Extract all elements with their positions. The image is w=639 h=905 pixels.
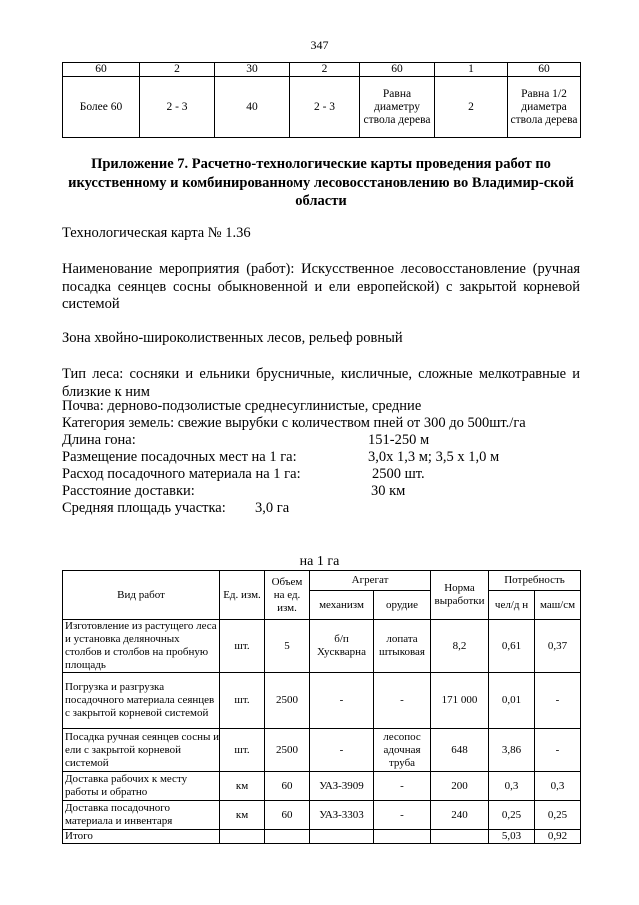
mechanism-cell: УАЗ-3909 xyxy=(310,772,374,801)
header-tool: орудие xyxy=(374,591,431,620)
header-mechanism: механизм xyxy=(310,591,374,620)
activity-name: Наименование мероприятия (работ): Искусственное лесовосстановление (ручная посадка сеянцев сосны обыкновенной и ели европейской) с закрытой корневой системой xyxy=(62,261,580,312)
volume-cell: 60 xyxy=(265,772,310,801)
volume-cell: 5 xyxy=(265,620,310,673)
man-days-cell: 0,61 xyxy=(489,620,535,673)
mechanism-cell: б/п Хускварна xyxy=(310,620,374,673)
volume-cell: 60 xyxy=(265,801,310,830)
work-cell: Доставка рабочих к месту работы и обратно xyxy=(63,772,220,801)
param-row xyxy=(62,449,582,467)
param-value: 2500 шт. xyxy=(372,466,425,482)
norm-cell: 8,2 xyxy=(431,620,489,673)
man-days-cell: 3,86 xyxy=(489,729,535,772)
tool-cell: - xyxy=(374,673,431,729)
norm-cell: 200 xyxy=(431,772,489,801)
tool-cell: - xyxy=(374,801,431,830)
param-label: Расстояние доставки: xyxy=(62,483,195,499)
param-value: 151-250 м xyxy=(368,432,430,448)
mechanism-cell: - xyxy=(310,673,374,729)
header-need: Потребность xyxy=(489,571,581,591)
table-cell: 2 xyxy=(435,77,508,138)
table-total-row xyxy=(63,830,581,844)
param-row xyxy=(62,500,582,518)
param-value: 3,0 га xyxy=(255,500,290,516)
man-days-cell: 0,3 xyxy=(489,772,535,801)
param-label: Расход посадочного материала на 1 га: xyxy=(62,466,301,482)
tool-cell: - xyxy=(374,772,431,801)
machine-cell: - xyxy=(535,729,581,772)
work-cell: Доставка посадочного материала и инвентаря xyxy=(63,801,220,830)
param-label: Размещение посадочных мест на 1 га: xyxy=(62,449,297,465)
table-header-row xyxy=(63,571,581,591)
work-cell: Изготовление из растущего леса и установка деляночных столбов и столбов на пробную площадь xyxy=(63,620,220,673)
table-cell: 60 xyxy=(63,63,140,77)
machine-cell: 0,37 xyxy=(535,620,581,673)
table-cell: 2 xyxy=(290,63,360,77)
forest-type: Тип леса: сосняки и ельники брусничные, кисличные, сложные мелкотравные и близкие к ним xyxy=(62,366,580,400)
header-norm: Норма выработки xyxy=(431,571,489,620)
unit-cell: км xyxy=(220,772,265,801)
machine-cell: 0,3 xyxy=(535,772,581,801)
table-row xyxy=(63,620,581,673)
table-cell: 2 - 3 xyxy=(140,77,215,138)
table-cell: 60 xyxy=(360,63,435,77)
table-cell: Равна 1/2 диаметра ствола дерева xyxy=(508,77,581,138)
machine-cell: 0,25 xyxy=(535,801,581,830)
total-man-days: 5,03 xyxy=(489,830,535,844)
norm-cell: 240 xyxy=(431,801,489,830)
tool-cell: лесопос адочная труба xyxy=(374,729,431,772)
man-days-cell: 0,25 xyxy=(489,801,535,830)
empty-cell xyxy=(265,830,310,844)
header-machine-shifts: маш/см xyxy=(535,591,581,620)
volume-cell: 2500 xyxy=(265,729,310,772)
unit-cell: шт. xyxy=(220,729,265,772)
param-value: 3,0х 1,3 м; 3,5 х 1,0 м xyxy=(368,449,500,465)
unit-cell: шт. xyxy=(220,673,265,729)
tech-card-number: Технологическая карта № 1.36 xyxy=(62,225,251,241)
header-work-type: Вид работ xyxy=(63,571,220,620)
header-man-days: чел/д н xyxy=(489,591,535,620)
empty-cell xyxy=(431,830,489,844)
norm-cell: 171 000 xyxy=(431,673,489,729)
table-cell: 2 xyxy=(140,63,215,77)
param-row xyxy=(62,466,582,484)
volume-cell: 2500 xyxy=(265,673,310,729)
appendix-heading: Приложение 7. Расчетно-технологические карты проведения работ по икусственному и комбинированному лесовосстановлению во Владимир-ской области xyxy=(68,156,574,209)
unit-cell: км xyxy=(220,801,265,830)
table-cell: 2 - 3 xyxy=(290,77,360,138)
man-days-cell: 0,01 xyxy=(489,673,535,729)
continuation-table xyxy=(62,62,581,138)
table-caption: на 1 га xyxy=(299,554,340,569)
table-cell: Равна диаметру ствола дерева xyxy=(360,77,435,138)
land-category: Категория земель: свежие вырубки с количеством пней от 300 до 500шт./га xyxy=(62,415,526,431)
table-cell: 60 xyxy=(508,63,581,77)
zone: Зона хвойно-широколиственных лесов, рельеф ровный xyxy=(62,330,403,346)
work-cell: Посадка ручная сеянцев сосны и ели с закрытой корневой системой xyxy=(63,729,220,772)
param-label: Средняя площадь участка: xyxy=(62,500,226,516)
table-row xyxy=(63,63,581,77)
table-cell: 30 xyxy=(215,63,290,77)
empty-cell xyxy=(310,830,374,844)
param-label: Длина гона: xyxy=(62,432,136,448)
table-cell: Более 60 xyxy=(63,77,140,138)
table-row xyxy=(63,801,581,830)
header-aggregate: Агрегат xyxy=(310,571,431,591)
table-row xyxy=(63,772,581,801)
empty-cell xyxy=(374,830,431,844)
total-machine: 0,92 xyxy=(535,830,581,844)
table-cell: 1 xyxy=(435,63,508,77)
norm-cell: 648 xyxy=(431,729,489,772)
mechanism-cell: - xyxy=(310,729,374,772)
page-number: 347 xyxy=(310,38,329,52)
operations-table xyxy=(62,570,581,844)
header-volume: Объем на ед. изм. xyxy=(265,571,310,620)
header-unit: Ед. изм. xyxy=(220,571,265,620)
unit-cell: шт. xyxy=(220,620,265,673)
table-cell: 40 xyxy=(215,77,290,138)
param-row xyxy=(62,483,582,501)
soil: Почва: дерново-подзолистые среднесуглинистые, средние xyxy=(62,398,422,414)
empty-cell xyxy=(220,830,265,844)
mechanism-cell: УАЗ-3303 xyxy=(310,801,374,830)
table-row xyxy=(63,673,581,729)
machine-cell: - xyxy=(535,673,581,729)
total-label: Итого xyxy=(63,830,220,844)
param-value: 30 км xyxy=(371,483,406,499)
work-cell: Погрузка и разгрузка посадочного материала сеянцев с закрытой корневой системой xyxy=(63,673,220,729)
param-row xyxy=(62,432,582,450)
table-row xyxy=(63,729,581,772)
table-row xyxy=(63,77,581,138)
tool-cell: лопата штыковая xyxy=(374,620,431,673)
